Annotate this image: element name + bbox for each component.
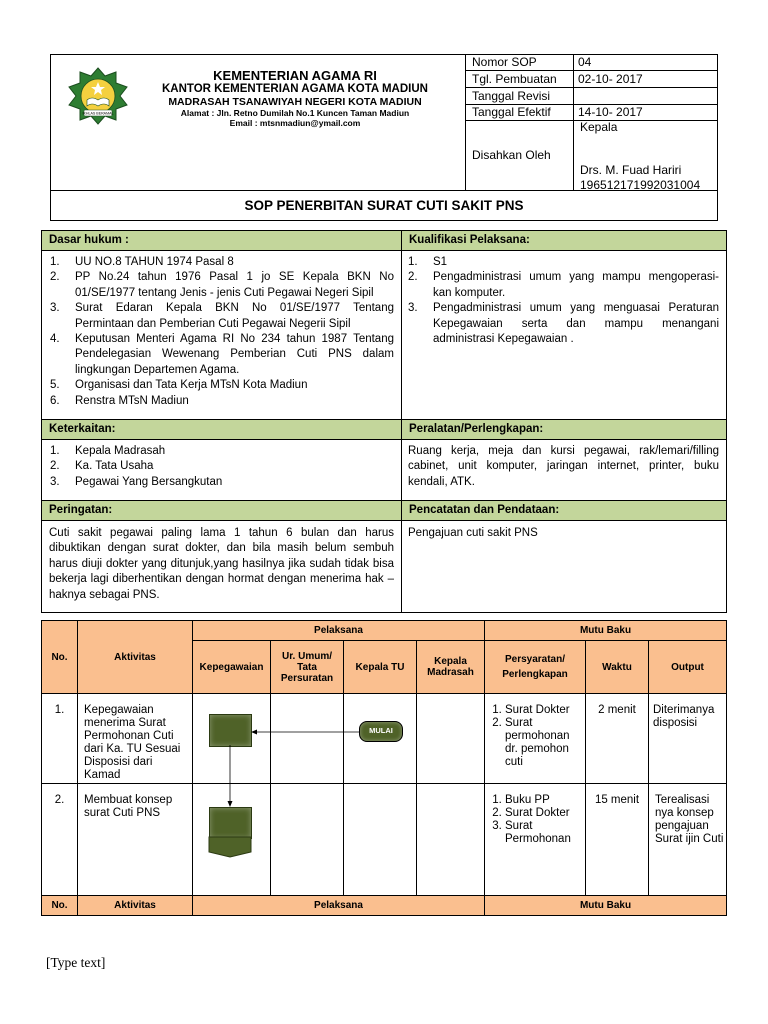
signer-block	[580, 120, 700, 193]
list-item	[50, 394, 394, 409]
list-number: 3.	[50, 302, 60, 315]
list-text: Renstra MTsN Madiun	[75, 394, 189, 407]
list-number: 4.	[50, 333, 60, 346]
meta-value: 14-10- 2017	[578, 105, 643, 119]
pencatatan-text: Pengajuan cuti sakit PNS	[408, 527, 538, 539]
list-text: S1	[433, 256, 448, 268]
start-terminator: MULAI	[359, 721, 403, 742]
lane-kepala-madrasah	[417, 694, 485, 784]
table-footer-row	[42, 896, 727, 916]
col-ur-umum: Ur. Umum/ Tata Persuratan	[271, 641, 344, 694]
row-requirements	[485, 784, 586, 896]
row-output: Terealisasi nya konsep pengajuan Surat ijin Cuti	[649, 784, 727, 896]
meta-row-efektif	[466, 105, 718, 121]
row-time: 2 menit	[586, 694, 649, 784]
requirement-item: 2. Surat Dokter	[505, 807, 585, 820]
col-mutu-baku: Mutu Baku	[485, 621, 727, 641]
requirement-item: 1. Buku PP	[505, 794, 585, 807]
signer-nip: 196512171992031004	[580, 178, 701, 192]
requirement-item: 2. Surat permohonan dr. pemohon cuti	[505, 717, 585, 769]
school-name: MADRASAH TSANAWIYAH NEGERI KOTA MADIUN	[168, 96, 422, 108]
meta-label: Nomor SOP	[472, 55, 537, 69]
list-number: 5.	[50, 379, 60, 392]
list-item	[50, 270, 394, 301]
meta-value: 04	[578, 55, 592, 69]
requirement-item: 1. Surat Dokter	[505, 704, 585, 717]
footer-no: No.	[42, 896, 78, 916]
kualifikasi-list	[408, 255, 719, 347]
list-item	[50, 378, 394, 393]
list-text: Pengadministrasi umum yang menguasai Peraturan Kepegawaian serta dan mampu menangani administrasi Kepegawaian .	[433, 302, 719, 346]
list-text: Organisasi dan Tata Kerja MTsN Kota Madiun	[75, 379, 308, 392]
list-number: 2.	[408, 271, 418, 284]
col-pelaksana: Pelaksana	[193, 621, 485, 641]
meta-row-pembuatan	[466, 71, 718, 88]
kualifikasi-heading: Kualifikasi Pelaksana:	[402, 231, 726, 251]
address-line: Alamat : Jln. Retno Dumilah No.1 Kuncen Taman Madiun	[180, 108, 410, 118]
row-activity: Membuat konsep surat Cuti PNS	[78, 784, 193, 896]
list-number: 2.	[50, 271, 60, 284]
dasar-hukum-list	[50, 255, 394, 409]
pencatatan-heading: Pencatatan dan Pendataan:	[402, 501, 726, 521]
dasar-hukum-heading: Dasar hukum :	[42, 231, 401, 251]
list-item	[50, 459, 394, 474]
list-item	[408, 301, 719, 347]
approved-by-label: Disahkan Oleh	[472, 148, 551, 162]
row-number: 1.	[42, 694, 78, 784]
col-output: Output	[649, 641, 727, 694]
list-item	[50, 301, 394, 332]
col-kepala-tu: Kepala TU	[344, 641, 417, 694]
list-number: 1.	[50, 445, 60, 457]
requirement-item: 3. Surat Permohonan	[505, 820, 585, 846]
ministry-logo	[60, 66, 136, 126]
col-aktivitas: Aktivitas	[78, 621, 193, 694]
list-text: UU NO.8 TAHUN 1974 Pasal 8	[75, 256, 234, 268]
list-number: 1.	[50, 256, 60, 268]
arrow-head	[251, 730, 257, 735]
lane-kepala-madrasah	[417, 784, 485, 896]
process-box	[209, 807, 252, 839]
email-line: Email : mtsnmadiun@ymail.com	[229, 118, 361, 128]
procedure-table	[41, 620, 727, 916]
col-kepala-madrasah: Kepala Madrasah	[417, 641, 485, 694]
list-number: 3.	[50, 475, 60, 488]
list-number: 3.	[408, 302, 418, 315]
list-number: 1.	[408, 256, 418, 268]
col-kepegawaian: Kepegawaian	[193, 641, 271, 694]
address-block	[140, 108, 450, 128]
col-no: No.	[42, 621, 78, 694]
row-activity: Kepegawaian menerima Surat Permohonan Cuti dari Ka. TU Sesuai Disposisi dari Kamad	[78, 694, 193, 784]
peralatan-heading: Peralatan/Perlengkapan:	[402, 420, 726, 440]
footer-placeholder: [Type text]	[46, 955, 106, 970]
row-output: Diterimanya disposisi	[649, 694, 727, 784]
peringatan-text: Cuti sakit pegawai paling lama 1 tahun 6 bulan dan harus dibuktikan dengan surat dokter, dan bila masih belum sembuh harus diuji dokter yang ditunjuk,yang hasilnya jika sudah tidak bisa bekerja lagi diberhentikan dengan hormat dengan menerima hak – haknya sebagai PNS.	[49, 527, 394, 601]
peralatan-text: Ruang kerja, meja dan kursi pegawai, rak/lemari/filling cabinet, unit komputer, jaringan internet, printer, buku kendali, ATK.	[408, 445, 719, 488]
footer-aktivitas: Aktivitas	[78, 896, 193, 916]
list-item	[50, 475, 394, 490]
peringatan-heading: Peringatan:	[42, 501, 401, 521]
list-text: PP No.24 tahun 1976 Pasal 1 jo SE Kepala BKN No 01/SE/1977 tentang Jenis - jenis Cuti Pegawai Negeri Sipil	[75, 271, 394, 299]
sop-title: SOP PENERBITAN SURAT CUTI SAKIT PNS	[50, 190, 718, 221]
list-number: 6.	[50, 394, 60, 407]
meta-row-revisi	[466, 88, 718, 105]
keterkaitan-list	[50, 444, 394, 490]
row-number: 2.	[42, 784, 78, 896]
list-text: Kepala Madrasah	[75, 445, 166, 457]
list-text: Pegawai Yang Bersangkutan	[75, 475, 223, 488]
meta-value: 02-10- 2017	[578, 72, 643, 86]
list-item	[50, 444, 394, 459]
row-time: 15 menit	[586, 784, 649, 896]
flow-arrows	[205, 725, 365, 815]
list-text: Pengadministrasi umum yang mampu mengoperasi- kan komputer.	[433, 271, 719, 299]
document-shape	[208, 836, 252, 858]
list-text: Surat Edaran Kepala BKN No 01/SE/1977 Tentang Permintaan dan Pemberian Cuti Pegawai Negerii Sipil	[75, 302, 394, 330]
meta-label: Tanggal Revisi	[472, 89, 551, 103]
footer-pelaksana: Pelaksana	[193, 896, 485, 916]
list-item	[50, 332, 394, 378]
list-item	[50, 255, 394, 270]
meta-label: Tanggal Efektif	[472, 105, 551, 119]
logo-motto: IKHLAS BERAMAL	[82, 111, 114, 116]
ministry-name: KEMENTERIAN AGAMA RI	[213, 68, 377, 83]
col-persyaratan: Persyaratan/ Perlengkapan	[485, 641, 586, 694]
list-number: 2.	[50, 460, 60, 473]
signer-title: Kepala	[580, 120, 618, 134]
keterkaitan-heading: Keterkaitan:	[42, 420, 401, 440]
footer-mutu-baku: Mutu Baku	[485, 896, 727, 916]
signer-name: Drs. M. Fuad Hariri	[580, 163, 682, 177]
sign-divider	[573, 121, 574, 190]
list-item	[408, 270, 719, 301]
list-item	[408, 255, 719, 270]
office-name: KANTOR KEMENTERIAN AGAMA KOTA MADIUN	[162, 83, 428, 95]
table-header-row	[42, 621, 727, 641]
list-text: Ka. Tata Usaha	[75, 460, 154, 473]
table-row	[42, 784, 727, 896]
meta-row-nomor	[466, 54, 718, 71]
meta-label: Tgl. Pembuatan	[472, 72, 557, 86]
col-waktu: Waktu	[586, 641, 649, 694]
list-text: Keputusan Menteri Agama RI No 234 tahun 1987 Tentang Pendelegasian Wewenang Pemberian Cuti PNS dalam lingkungan Departemen Agama.	[75, 333, 394, 376]
row-requirements	[485, 694, 586, 784]
